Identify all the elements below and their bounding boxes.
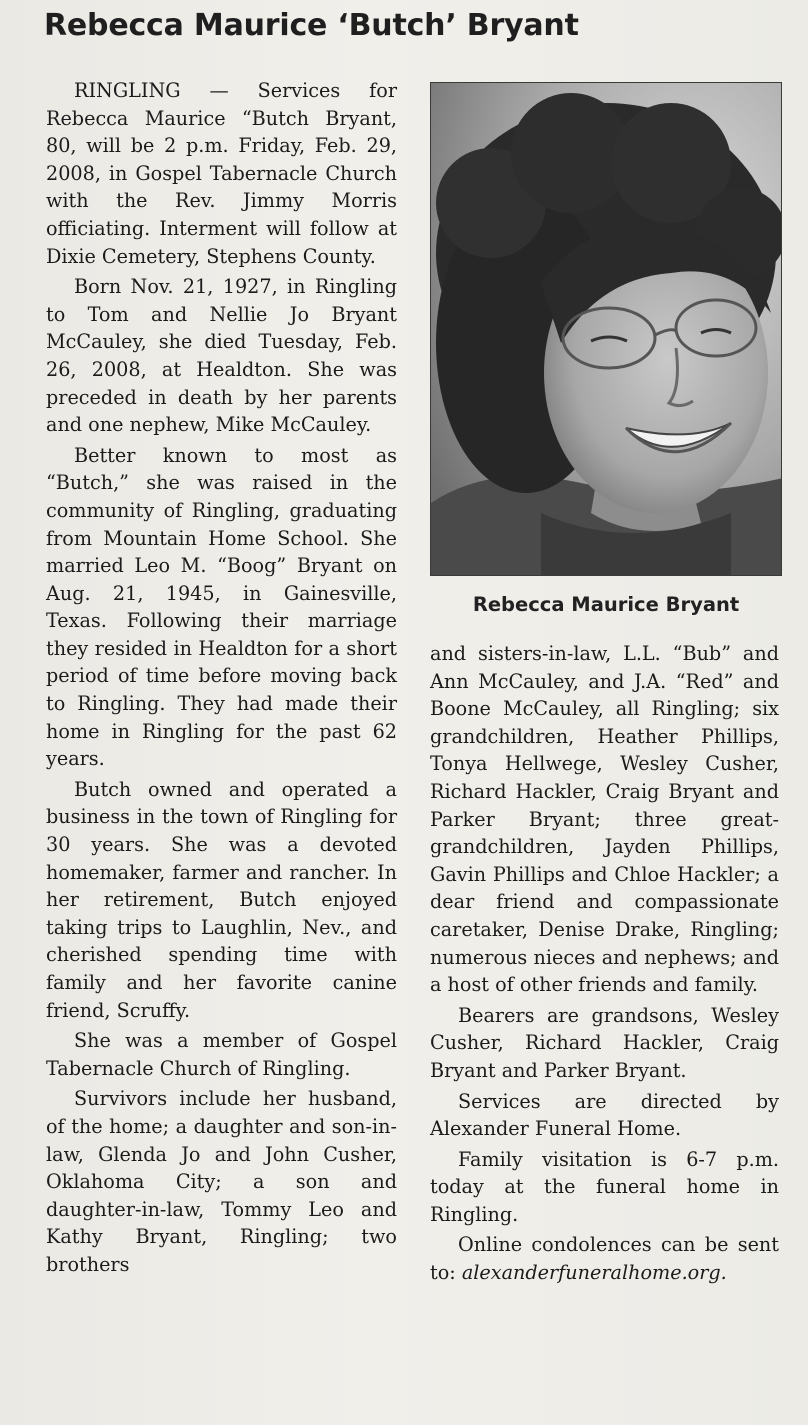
- left-text-column: [46, 77, 397, 1279]
- paragraph-business: Butch owned and operated a business in the town of Ringling for 30 years. She was a devoted homemaker, farmer and rancher. In her retirement, Butch enjoyed taking trips to Laughlin, Nev., and cherished spending time with family and her favorite canine friend, Scruffy.: [46, 777, 397, 1022]
- photo-caption: Rebecca Maurice Bryant: [472, 593, 740, 616]
- paragraph-visitation: Family visitation is 6-7 p.m. today at the funeral home in Ringling.: [430, 1147, 779, 1226]
- paragraph-biography: Better known to most as “Butch,” she was raised in the community of Ringling, graduating from Mountain Home School. She married Leo M. “Boog” Bryant on Aug. 21, 1945, in Gainesville, Texas. Following their marriage they resided in Healdton for a short period of time before moving back to Ringling. They had made their home in Ringling for the past 62 years.: [46, 443, 397, 771]
- obituary-headline: Rebecca Maurice ‘Butch’ Bryant: [44, 8, 579, 43]
- paragraph-directed-by: Services are directed by Alexander Funeral Home.: [430, 1089, 779, 1141]
- paragraph-bearers: Bearers are grandsons, Wesley Cusher, Richard Hackler, Craig Bryant and Parker Bryant.: [430, 1003, 779, 1082]
- paragraph-survivors-continued: and sisters-in-law, L.L. “Bub” and Ann McCauley, and J.A. “Red” and Boone McCauley, all Ringling; six grandchildren, Heather Phillips, Tonya Hellwege, Wesley Cusher, Richard Hackler, Craig Bryant and Parker Bryant; three great-grandchildren, Jayden Phillips, Gavin Phillips and Chloe Hackler; a dear friend and compassionate caretaker, Denise Drake, Ringling; numerous nieces and nephews; and a host of other friends and family.: [430, 642, 779, 997]
- portrait-photo: [430, 82, 782, 576]
- paragraph-church: She was a member of Gospel Tabernacle Church of Ringling.: [46, 1029, 397, 1080]
- paragraph-services: RINGLING — Services for Rebecca Maurice “Butch Bryant, 80, will be 2 p.m. Friday, Feb. 29, 2008, in Gospel Tabernacle Church with the Rev. Jimmy Morris officiating. Interment will follow at Dixie Cemetery, Stephens County.: [46, 79, 397, 268]
- right-text-column: [430, 640, 779, 1287]
- paragraph-condolences: [430, 1231, 779, 1286]
- condolences-text: Online condolences can be sent to:: [430, 1233, 779, 1285]
- bleed-through-texture: [760, 0, 770, 35]
- paragraph-survivors: Survivors include her husband, of the home; a daughter and son-in-law, Glenda Jo and John Cusher, Oklahoma City; a son and daughter-in-law, Tommy Leo and Kathy Bryant, Ringling; two brothers: [46, 1087, 397, 1276]
- condolences-url: alexanderfuneralhome.org.: [461, 1261, 727, 1285]
- paragraph-birth: Born Nov. 21, 1927, in Ringling to Tom and Nellie Jo Bryant McCauley, she died Tuesday, Feb. 26, 2008, at Healdton. She was preceded in death by her parents and one nephew, Mike McCauley.: [46, 275, 397, 437]
